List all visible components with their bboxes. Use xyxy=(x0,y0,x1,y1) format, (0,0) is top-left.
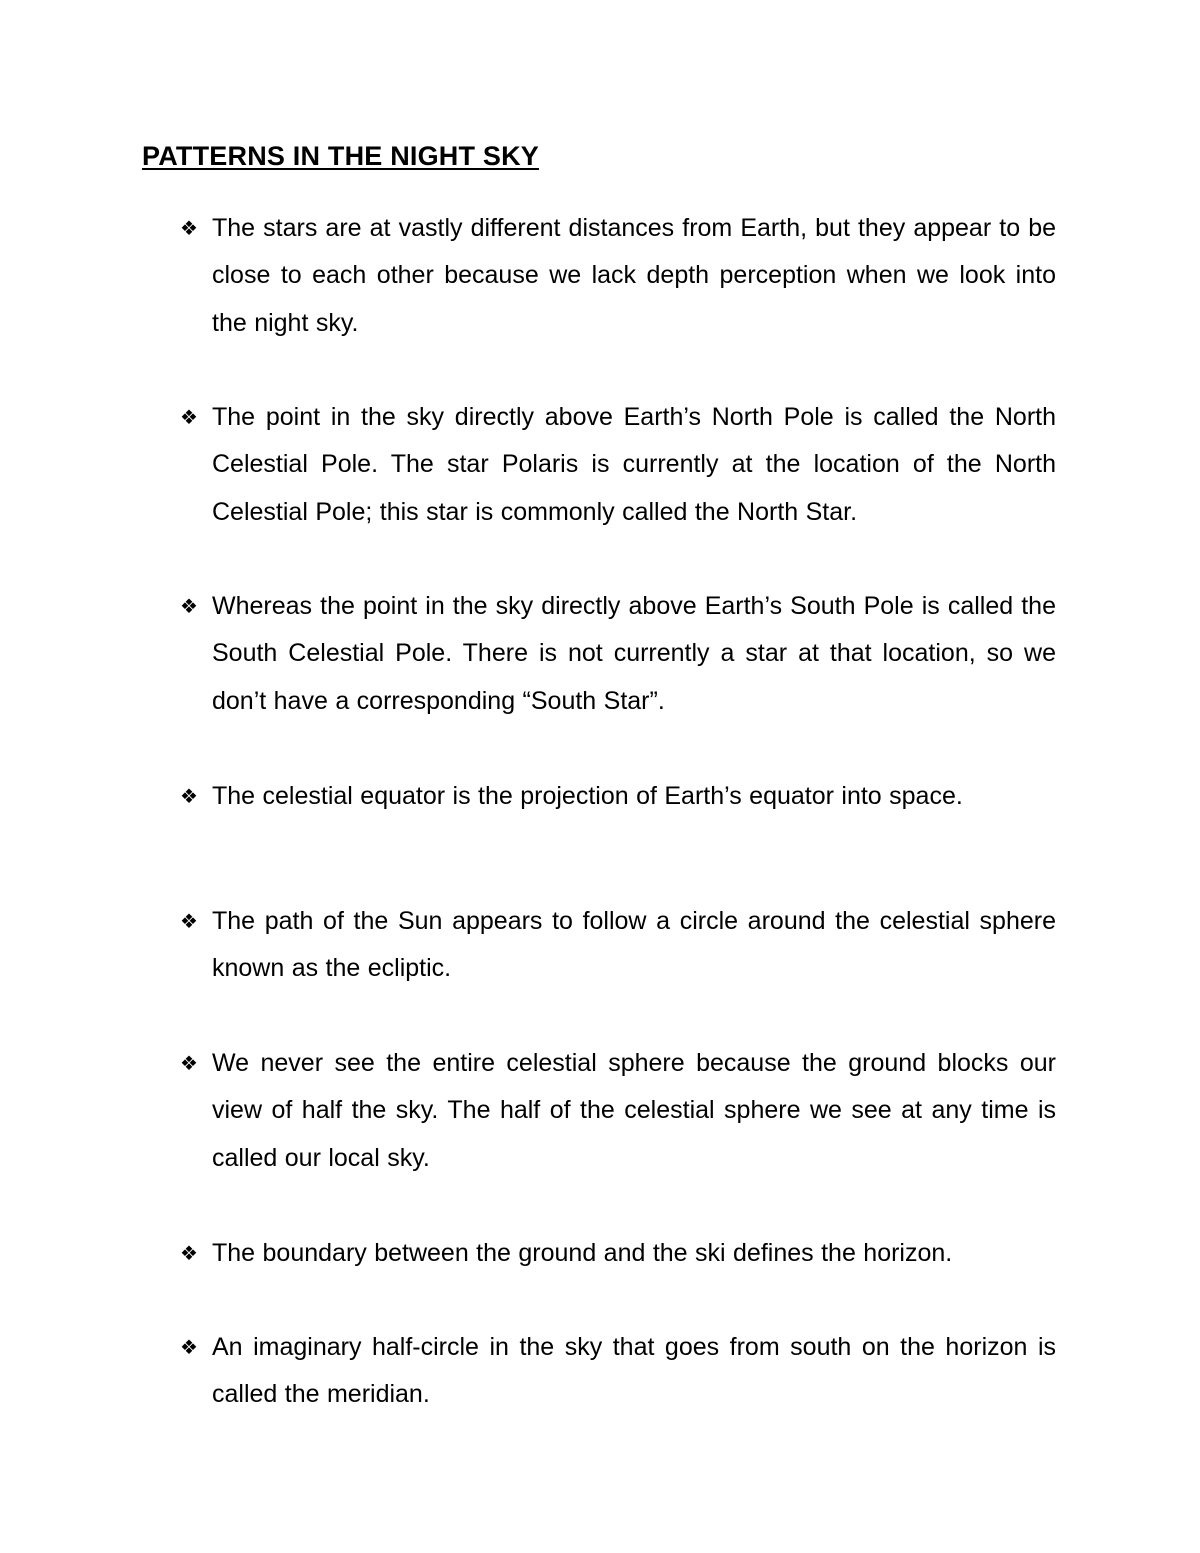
bullet-text: The boundary between the ground and the ski defines the horizon. xyxy=(212,1239,953,1267)
page-title: PATTERNS IN THE NIGHT SKY xyxy=(142,141,540,171)
bullet-text: The point in the sky directly above Earth’s North Pole is called the North Celestial Pole. The star Polaris is currently at the location of the North Celestial Pole; this star is commonly called the North Star. xyxy=(212,403,1056,526)
diamond-bullet-icon: ❖ xyxy=(180,909,198,933)
diamond-bullet-icon: ❖ xyxy=(180,216,198,240)
bullet-text: An imaginary half-circle in the sky that goes from south on the horizon is called the meridian. xyxy=(212,1333,1056,1409)
bullet-text: We never see the entire celestial sphere because the ground blocks our view of half the sky. The half of the celestial sphere we see at any time is called our local sky. xyxy=(212,1049,1056,1172)
bullet-text: The path of the Sun appears to follow a circle around the celestial sphere known as the ecliptic. xyxy=(212,907,1056,983)
diamond-bullet-icon: ❖ xyxy=(180,405,198,429)
diamond-bullet-icon: ❖ xyxy=(180,1335,198,1359)
diamond-bullet-icon: ❖ xyxy=(180,1241,198,1265)
bullet-text: Whereas the point in the sky directly above Earth’s South Pole is called the South Celestial Pole. There is not currently a star at that location, so we don’t have a corresponding “South Star”. xyxy=(212,592,1056,715)
diamond-bullet-icon: ❖ xyxy=(180,594,198,618)
diamond-bullet-icon: ❖ xyxy=(180,784,198,808)
bullet-text: The stars are at vastly different distances from Earth, but they appear to be close to each other because we lack depth perception when we look into the night sky. xyxy=(212,214,1056,337)
diamond-bullet-icon: ❖ xyxy=(180,1051,198,1075)
bullet-text: The celestial equator is the projection of Earth’s equator into space. xyxy=(212,782,963,810)
